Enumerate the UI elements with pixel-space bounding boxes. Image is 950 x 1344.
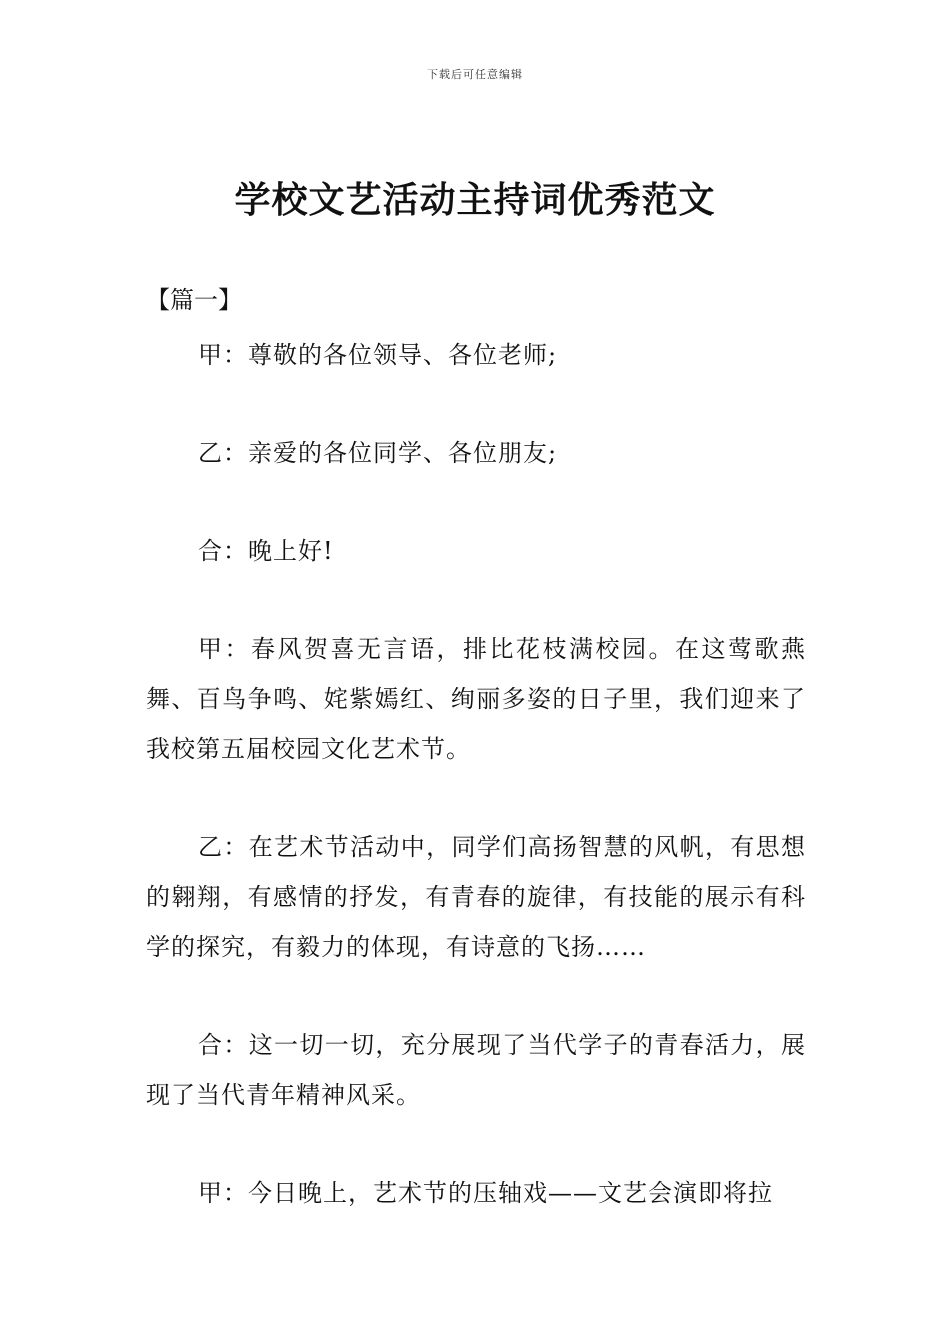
paragraph: 甲：春风贺喜无言语，排比花枝满校园。在这莺歌燕舞、百鸟争鸣、姹紫嫣红、绚丽多姿的日子里，我们迎来了我校第五届校园文化艺术节。 xyxy=(146,635,806,763)
paragraph: 乙：亲爱的各位同学、各位朋友; xyxy=(198,439,558,467)
paragraph: 甲：尊敬的各位领导、各位老师; xyxy=(198,341,558,369)
paragraph: 合：这一切一切，充分展现了当代学子的青春活力，展现了当代青年精神风采。 xyxy=(146,1031,806,1109)
header-note: 下载后可任意编辑 xyxy=(427,68,523,81)
document-title: 学校文艺活动主持词优秀范文 xyxy=(234,179,716,221)
paragraph: 乙：在艺术节活动中，同学们高扬智慧的风帆，有思想的翱翔，有感情的抒发，有青春的旋律，有技能的展示有科学的探究，有毅力的体现，有诗意的飞扬…… xyxy=(146,833,806,961)
section-label: 【篇一】 xyxy=(146,286,242,314)
paragraph: 甲：今日晚上，艺术节的压轴戏——文艺会演即将拉 xyxy=(198,1179,773,1207)
document-body xyxy=(146,330,806,1266)
paragraph: 合：晚上好! xyxy=(198,537,334,565)
